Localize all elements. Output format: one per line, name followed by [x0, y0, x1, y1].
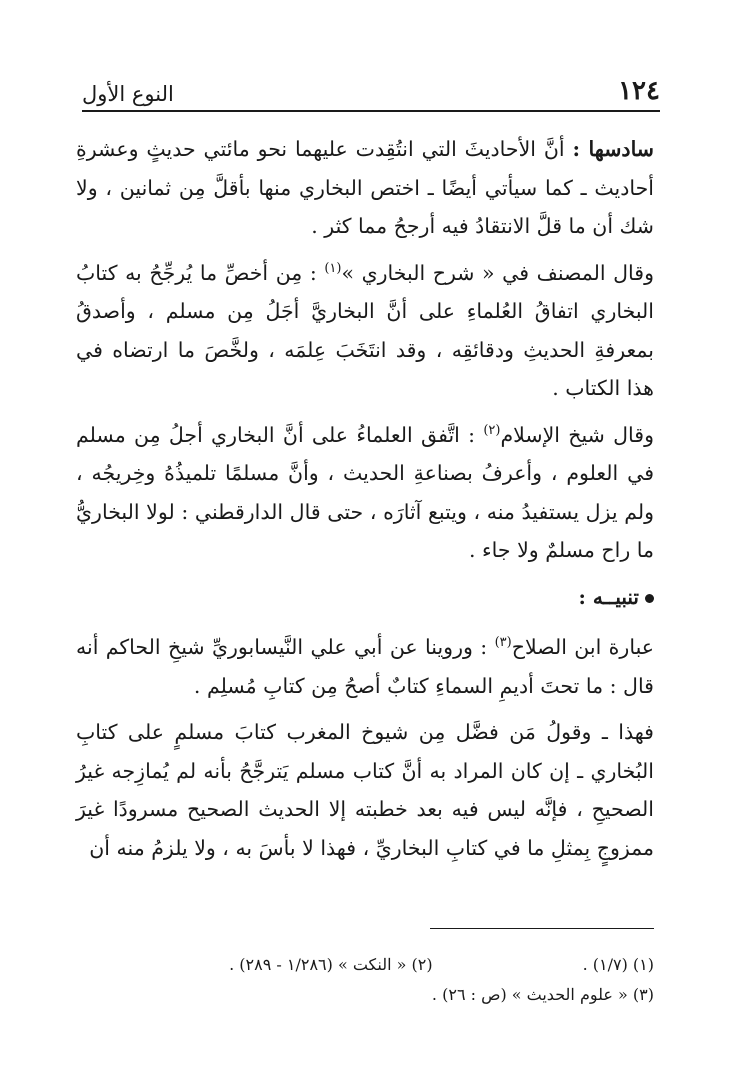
- page-header: [82, 66, 660, 112]
- paragraph-text: عبارة ابن الصلاح: [511, 635, 654, 659]
- page-number: ١٢٤: [618, 76, 660, 106]
- paragraph-text: وقال المصنف في « شرح البخاري »: [341, 260, 654, 285]
- paragraph-text: : وروينا عن أبي علي النَّيسابوريِّ شيخِ الحاكم أنه قال : ما تحتَ أديمِ السماءِ كتابٌ أصحُ مِن كتابِ مُسلِم .: [76, 635, 654, 698]
- footnotes: [150, 950, 654, 1010]
- footnote-3: (٣) « علوم الحديث » (ص : ٢٦) .: [431, 985, 654, 1004]
- footnote-ref[interactable]: (١): [324, 260, 342, 276]
- footnote-2: (٢) « النكت » (١/٢٨٦ - ٢٨٩) .: [229, 955, 433, 974]
- paragraph-discussion: [76, 713, 654, 867]
- footnote-ref[interactable]: (٣): [494, 635, 512, 651]
- paragraph-text: أنَّ الأحاديثَ التي انتُقِدت عليهما نحو مائتي حديثٍ وعشرةِ أحاديث ـ كما سيأتي أيضًا ـ اختص البخاري منها بأقلَّ مِن ثمانين ، ولا شك أن ما قلَّ الانتقادُ فيه أرجحُ مما كثر .: [76, 137, 654, 238]
- notice-heading: [76, 578, 654, 617]
- paragraph-ibn-salah: [76, 628, 654, 705]
- paragraph-sixth: [76, 130, 654, 246]
- bullet-icon: [645, 594, 654, 603]
- paragraph-text: : مِن أخصِّ ما يُرجِّحُ به كتابُ البخاري اتفاقُ العُلماءِ على أنَّ البخاريَّ أجَلُ مِن مسلم ، وأصدقُ بمعرفةِ الحديثِ ودقائقِه ، وقد انتَخَبَ عِلمَه ، ولخَّصَ ما ارتضاه في هذا الكتاب .: [76, 260, 654, 400]
- paragraph-lead: سادسها :: [572, 137, 654, 161]
- paragraph-text: فهذا ـ وقولُ مَن فضَّل مِن شيوخ المغرب كتابَ مسلمٍ على كتابِ البُخاري ـ إن كان المراد به أنَّ كتاب مسلم يَترجَّحُ بأنه لم يُمازِجه غيرُ الصحيحِ ، فإنَّه ليس فيه بعد خطبته إلا الحديث الصحيح مسرودًا غيرَ ممزوجٍ بِمثلِ ما في كتابِ البخاريِّ ، فهذا لا بأسَ به ، ولا يلزمُ منه أن: [76, 720, 654, 860]
- paragraph-shaykh-quote: [76, 416, 654, 570]
- paragraph-text: : اتَّفق العلماءُ على أنَّ البخاري أجلُ مِن مسلم في العلوم ، وأعرفُ بصناعةِ الحديث ، وأنَّ مسلمًا تلميذُهُ وخِريجُه ، ولم يزل يستفيدُ منه ، ويتبع آثارَه ، حتى قال الدارقطني : لولا البخاريُّ ما راح مسلمٌ ولا جاء .: [76, 422, 654, 562]
- running-title: النوع الأول: [82, 82, 174, 106]
- main-text: [76, 130, 654, 875]
- notice-heading-label: تنبيــه :: [578, 584, 639, 609]
- paragraph-author-quote: [76, 254, 654, 408]
- footnote-separator: [430, 928, 654, 929]
- footnote-row: [150, 980, 654, 1010]
- footnote-row: [150, 950, 654, 980]
- footnote-ref[interactable]: (٢): [483, 422, 501, 438]
- paragraph-text: وقال شيخ الإسلام: [500, 422, 654, 447]
- footnote-1: (١) (١/٧) .: [582, 955, 654, 974]
